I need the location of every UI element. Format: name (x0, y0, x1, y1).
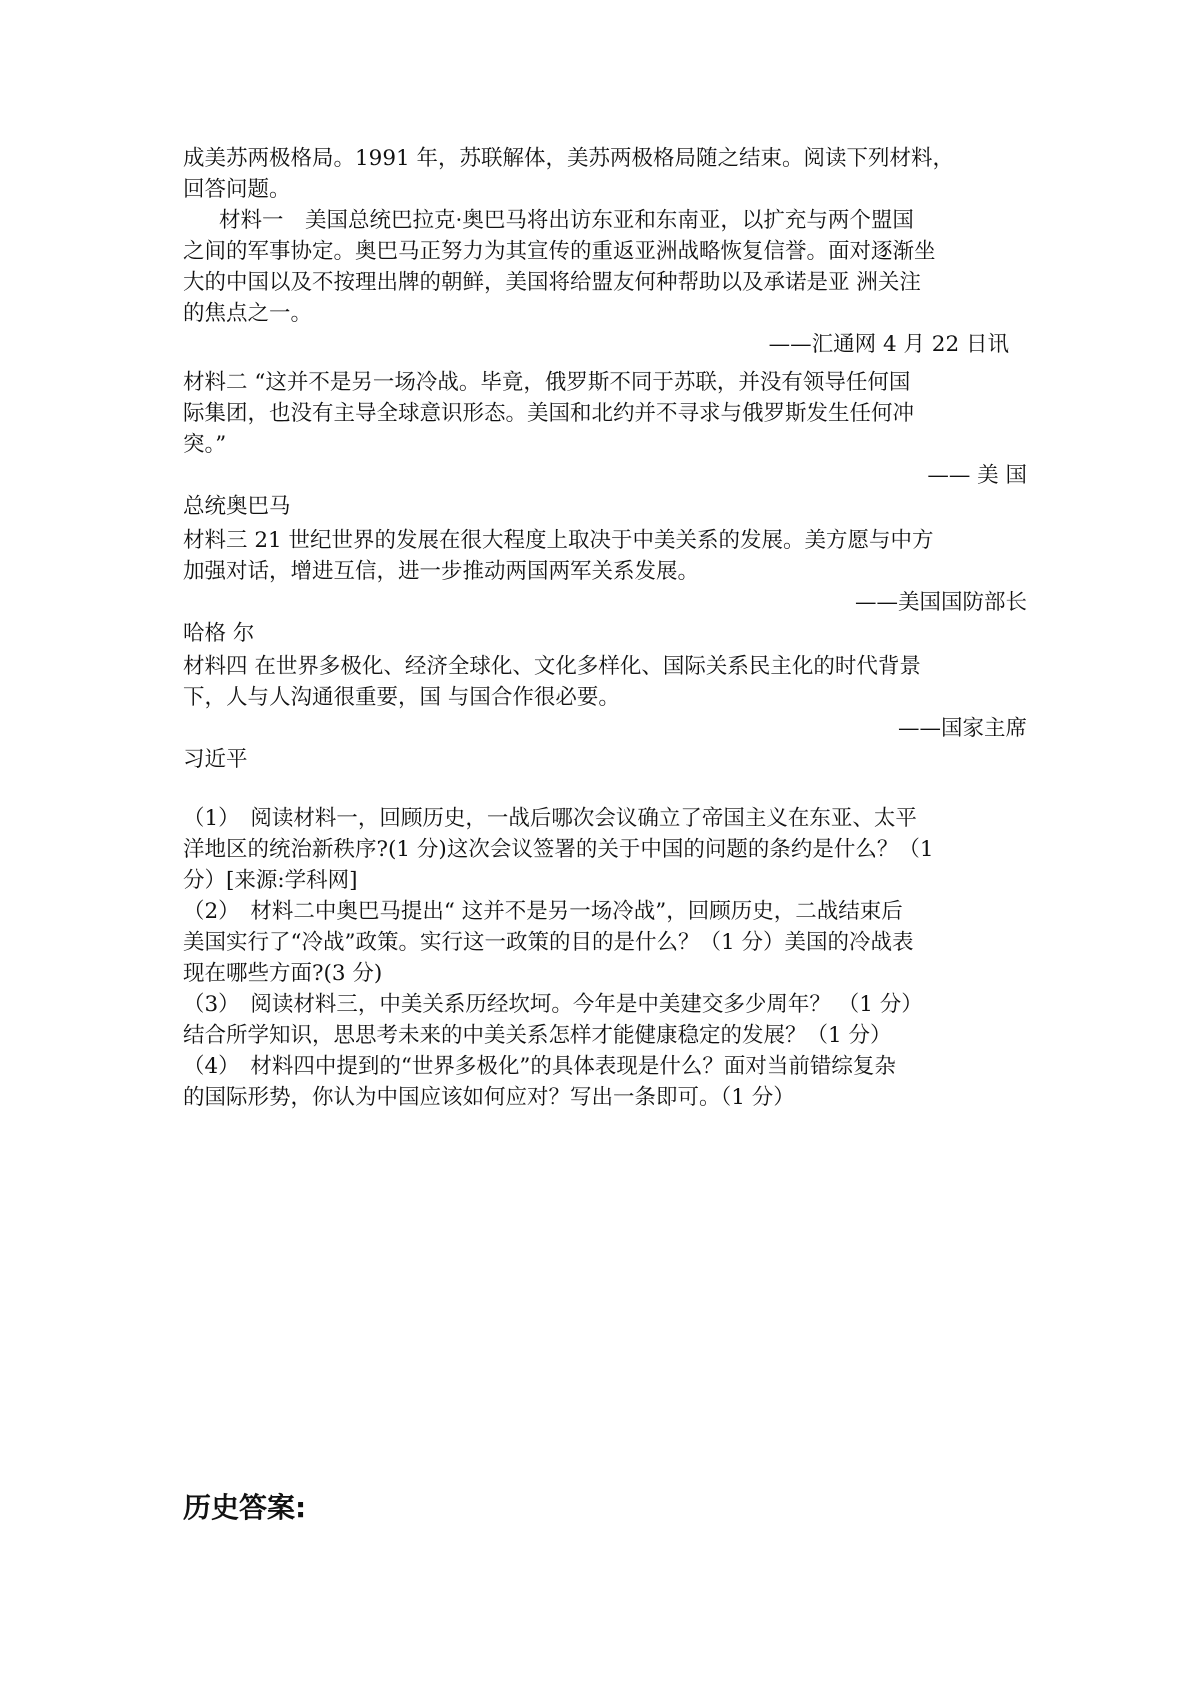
question-line: 结合所学知识，思思考未来的中美关系怎样才能健康稳定的发展？（1 分） (183, 1023, 892, 1048)
material-1 (183, 205, 1027, 360)
material-1-line: 的焦点之一。 (183, 301, 313, 326)
material-2-line: 材料二 “这并不是另一场冷战。毕竟，俄罗斯不同于苏联，并没有领导任何国 (183, 370, 911, 395)
intro-paragraph (183, 143, 1027, 205)
question-line: 美国实行了“冷战”政策。实行这一政策的目的是什么？（1 分）美国的冷战表 (183, 930, 914, 955)
material-2-line: 突。” (183, 432, 227, 457)
question-4 (183, 1051, 1027, 1113)
question-line: 分）[来源:学科网] (183, 868, 358, 893)
answer-heading: 历史答案: (183, 1491, 307, 1524)
material-4-source: ——国家主席 (897, 716, 1027, 741)
question-line: 洋地区的统治新秩序?(1 分)这次会议签署的关于中国的问题的条约是什么？（1 (183, 837, 934, 862)
question-line: （2） 材料二中奥巴马提出“ 这并不是另一场冷战”，回顾历史，二战结束后 (183, 899, 903, 924)
material-3-line: 材料三 21 世纪世界的发展在很大程度上取决于中美关系的发展。美方愿与中方 (183, 528, 934, 553)
material-3 (183, 525, 1027, 649)
material-2-source: —— 美 国 (927, 463, 1027, 488)
material-4-line: 材料四 在世界多极化、经济全球化、文化多样化、国际关系民主化的时代背景 (183, 654, 921, 679)
material-3-source-name: 哈格 尔 (183, 621, 255, 646)
question-3 (183, 989, 1027, 1051)
question-line: （3） 阅读材料三，中美关系历经坎坷。今年是中美建交多少周年？ （1 分） (183, 992, 923, 1017)
material-4 (183, 651, 1027, 775)
question-line: 的国际形势，你认为中国应该如何应对？写出一条即可。（1 分） (183, 1085, 795, 1110)
material-1-line: 之间的军事协定。奥巴马正努力为其宣传的重返亚洲战略恢复信誉。面对逐渐坐 (183, 239, 936, 264)
material-1-source: ——汇通网 4 月 22 日讯 (768, 332, 1009, 357)
material-1-line: 材料一 美国总统巴拉克·奥巴马将出访东亚和东南亚，以扩充与两个盟国 (219, 208, 914, 233)
material-2 (183, 367, 1027, 522)
intro-line: 回答问题。 (183, 177, 291, 202)
material-4-source-name: 习近平 (183, 747, 248, 772)
question-2 (183, 896, 1027, 989)
material-2-line: 际集团，也没有主导全球意识形态。美国和北约并不寻求与俄罗斯发生任何冲 (183, 401, 915, 426)
material-3-source: ——美国国防部长 (854, 590, 1027, 615)
question-line: （4） 材料四中提到的“世界多极化”的具体表现是什么？面对当前错综复杂 (183, 1054, 896, 1079)
question-line: （1） 阅读材料一，回顾历史，一战后哪次会议确立了帝国主义在东亚、太平 (183, 806, 917, 831)
material-2-source-name: 总统奥巴马 (183, 494, 291, 519)
question-1 (183, 803, 1027, 896)
material-4-line: 下，人与人沟通很重要，国 与国合作很必要。 (183, 685, 620, 710)
material-3-line: 加强对话，增进互信，进一步推动两国两军关系发展。 (183, 559, 700, 584)
material-1-line: 大的中国以及不按理出牌的朝鲜，美国将给盟友何种帮助以及承诺是亚 洲关注 (183, 270, 921, 295)
intro-line: 成美苏两极格局。1991 年，苏联解体，美苏两极格局随之结束。阅读下列材料， (183, 146, 955, 171)
question-line: 现在哪些方面?(3 分) (183, 961, 383, 986)
